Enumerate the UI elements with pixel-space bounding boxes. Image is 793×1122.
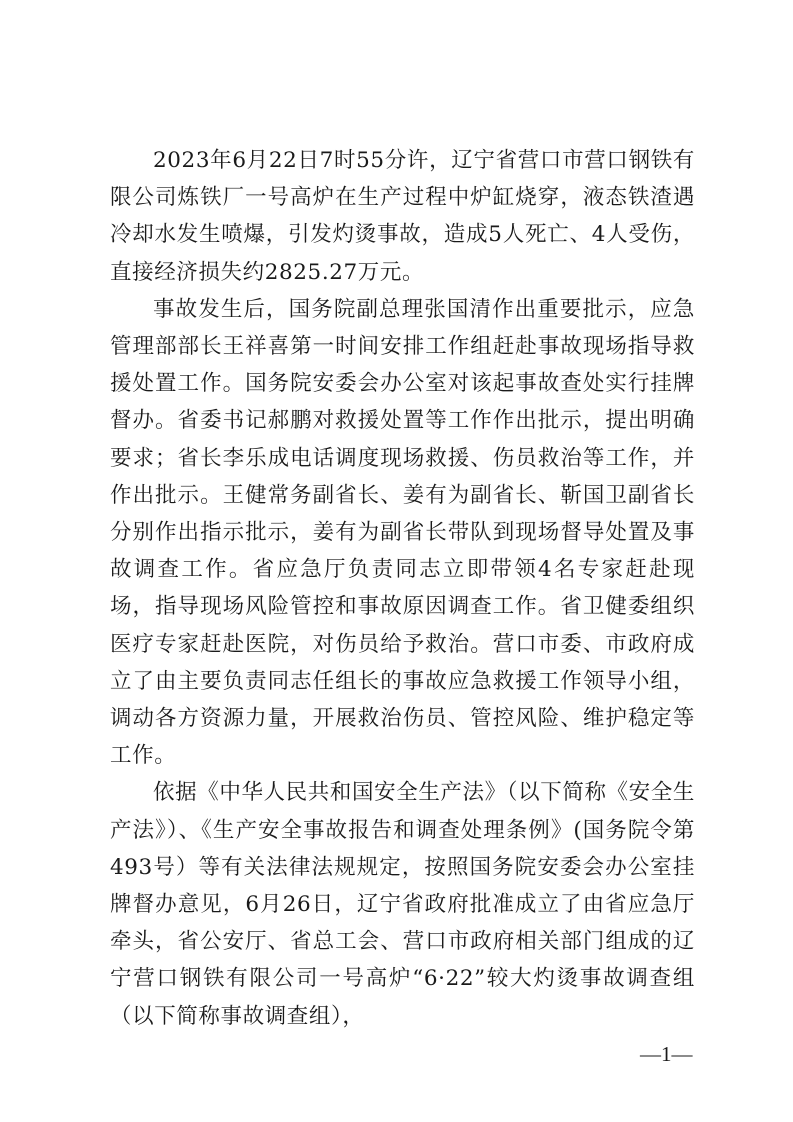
document-body [110,142,695,1035]
paragraph-incident-summary: 2023年6月22日7时55分许，辽宁省营口市营口钢铁有限公司炼铁厂一号高炉在生产过程中炉缸烧穿，液态铁渣遇冷却水发生喷爆，引发灼烫事故，造成5人死亡、4人受伤，直接经济损失约2825.27万元。 [110,148,695,285]
paragraph-investigation-basis: 依据《中华人民共和国安全生产法》（以下简称《安全生产法》）、《生产安全事故报告和调查处理条例》(国务院令第493号）等有关法律法规规定，按照国务院安委会办公室挂牌督办意见，6月26日，辽宁省政府批准成立了由省应急厅牵头，省公安厅、省总工会、营口市政府相关部门组成的辽宁营口钢铁有限公司一号高炉“6·22”较大灼烫事故调查组（以下简称事故调查组）， [110,780,695,1029]
page-number: —1— [640,1042,693,1066]
paragraph-emergency-response: 事故发生后，国务院副总理张国清作出重要批示，应急管理部部长王祥喜第一时间安排工作组赶赴事故现场指导救援处置工作。国务院安委会办公室对该起事故查处实行挂牌督办。省委书记郝鹏对救援处置等工作作出批示，提出明确要求；省长李乐成电话调度现场救援、伤员救治等工作，并作出批示。王健常务副省长、姜有为副省长、靳国卫副省长分别作出指示批示，姜有为副省长带队到现场督导处置及事故调查工作。省应急厅负责同志立即带领4名专家赶赴现场，指导现场风险管控和事故原因调查工作。省卫健委组织医疗专家赶赴医院，对伤员给予救治。营口市委、市政府成立了由主要负责同志任组长的事故应急救援工作领导小组，调动各方资源力量，开展救治伤员、管控风险、维护稳定等工作。 [110,296,695,769]
